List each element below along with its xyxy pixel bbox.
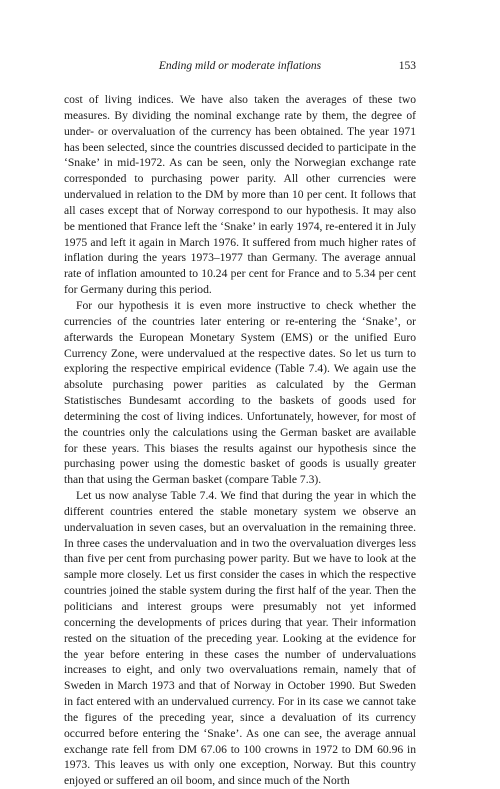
paragraph: Let us now analyse Table 7.4. We find that during the year in which the different countries entered the stable monetary system we observe an undervaluation in seven cases, but an overvaluation in the remaining three. In three cases the undervaluation and in two the overvaluation diverges less than five per cent from purchasing power parity. But we have to look at the sample more closely. Let us first consider the cases in which the respective countries joined the stable system during the first half of the year. Then the politicians and interest groups were presumably not yet informed concerning the developments of prices during that year. Their information rested on the situation of the preceding year. Looking at the evidence for the year before entering in these cases the number of undervaluations increases to eight, and only two overvaluations remain, namely that of Sweden in March 1973 and that of Norway in October 1990. But Sweden in fact entered with an undervalued currency. For in its case we cannot take the figures of the preceding year, since a devaluation of its currency occurred before entering the ‘Snake’. As one can see, the average annual exchange rate fell from DM 67.06 to 100 crowns in 1972 to DM 60.96 in 1973. This leaves us with only one exception, Norway. But this country enjoyed or suffered an oil boom, and since much of the North [64,489,416,788]
paragraph: For our hypothesis it is even more instructive to check whether the currencies of the countries later entering or re-entering the ‘Snake’, or afterwards the European Monetary System (EMS) or the unified Euro Currency Zone, were undervalued at the respective dates. So let us turn to exploring the respective empirical evidence (Table 7.4). We again use the absolute purchasing power parities as calculated by the German Statistisches Bundesamt according to the baskets of goods used for determining the cost of living indices. Unfortunately, however, for most of the countries only the calculations using the German basket are available for these years. This biases the results against our hypothesis since the purchasing power using the domestic basket of goods is usually greater than that using the German basket (compare Table 7.3). [64,298,416,487]
paragraph: cost of living indices. We have also taken the averages of these two measures. By dividing the nominal exchange rate by them, the degree of under- or overvaluation of the currency has been obtained. The year 1971 has been selected, since the countries discussed decided to participate in the ‘Snake’ in mid-1972. As can be seen, only the Norwegian exchange rate corresponded to purchasing power parity. All other currencies were undervalued in relation to the DM by more than 10 per cent. It follows that all cases except that of Norway correspond to our hypothesis. It may also be mentioned that France left the ‘Snake’ in early 1974, re-entered it in July 1975 and left it again in March 1976. It suffered from much higher rates of inflation during the years 1973–1977 than Germany. The average annual rate of inflation amounted to 10.24 per cent for France and to 5.34 per cent for Germany during this period. [64,93,416,297]
body-text [64,92,416,789]
page-number: 153 [398,60,416,72]
running-head-title: Ending mild or moderate inflations [158,60,322,72]
